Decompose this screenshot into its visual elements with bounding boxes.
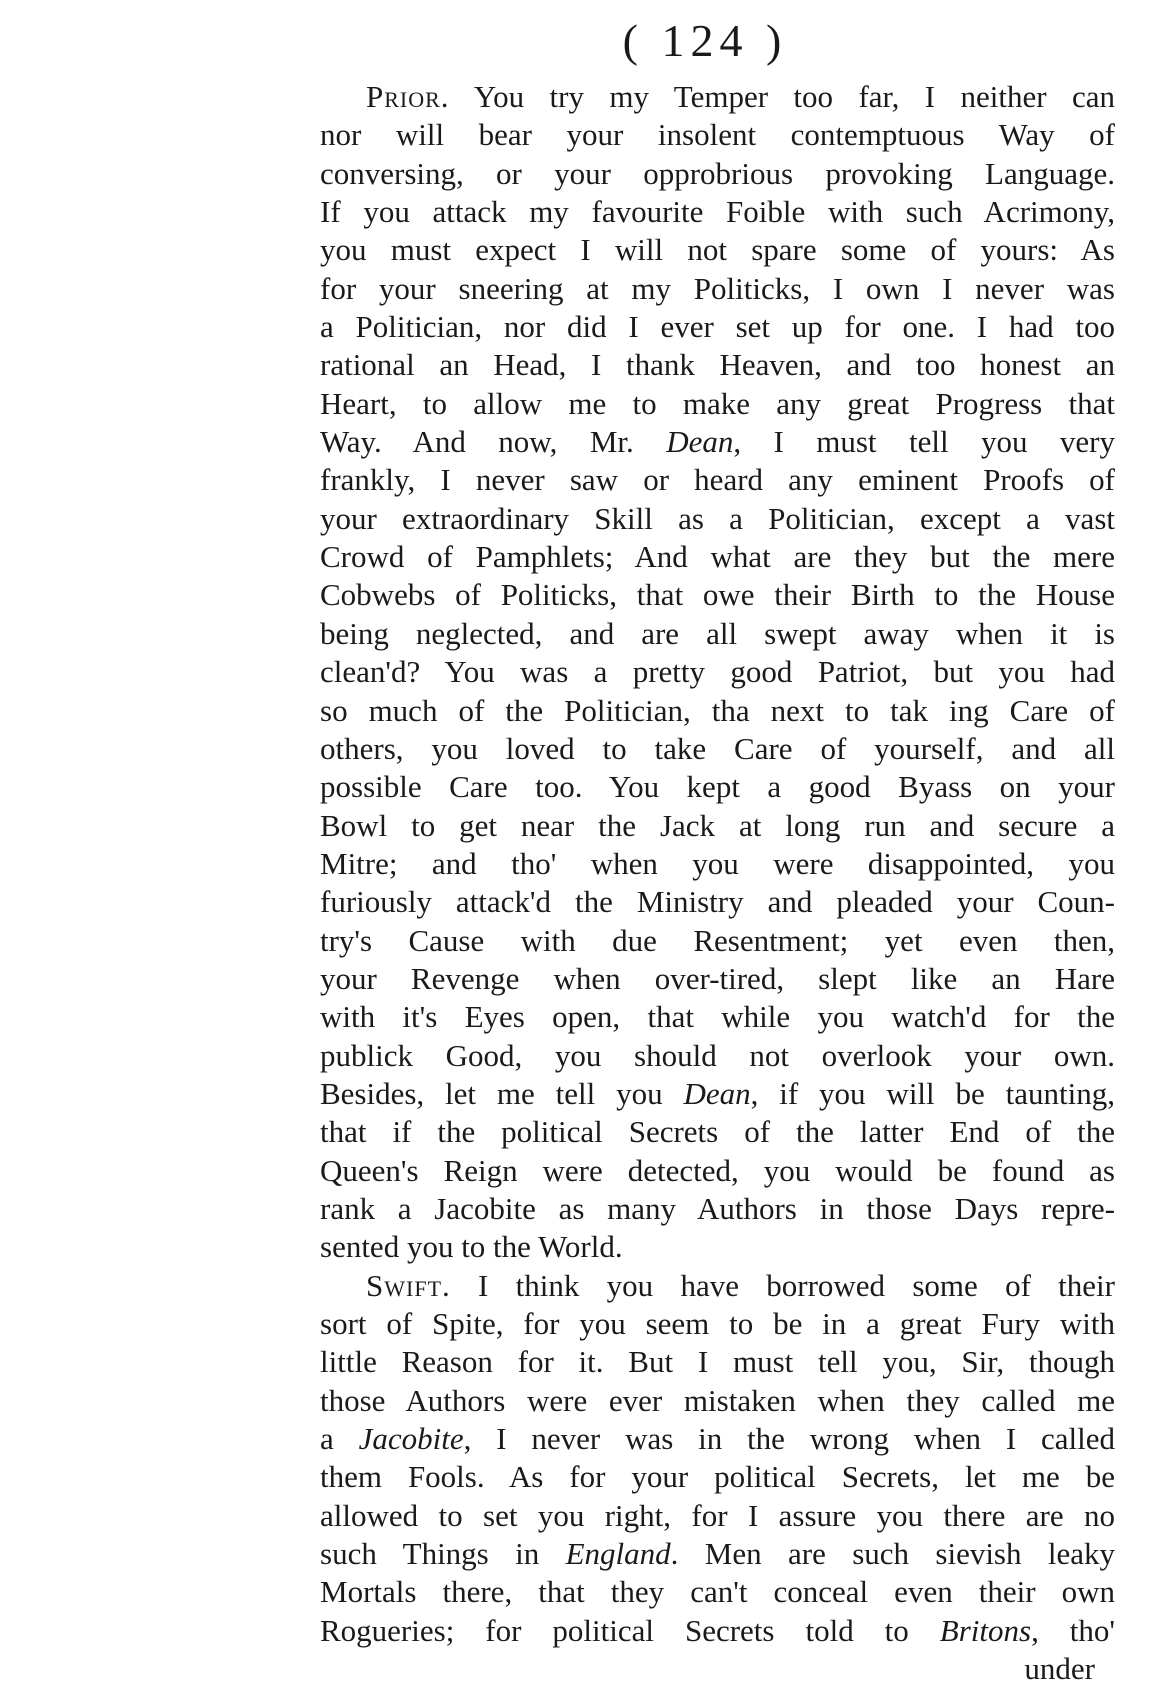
italic-name: England xyxy=(565,1536,671,1572)
text-line: that if the political Secrets of the latter End of the xyxy=(320,1114,1115,1150)
text-line: Way. And now, Mr. Dean, I must tell you very xyxy=(320,424,1115,460)
text-line: Besides, let me tell you Dean, if you will be taunting, xyxy=(320,1075,1115,1111)
text-line: a Jacobite, I never was in the wrong when I called xyxy=(320,1421,1115,1457)
text-line: your extraordinary Skill as a Politician, except a vast xyxy=(320,500,1115,536)
text-line: allowed to set you right, for I assure you there are no xyxy=(320,1497,1115,1533)
text-line: publick Good, you should not overlook your own. xyxy=(320,1037,1115,1073)
text-line: little Reason for it. But I must tell you, Sir, though xyxy=(320,1344,1115,1380)
text-line: being neglected, and are all swept away when it is xyxy=(320,615,1115,651)
text-line: Queen's Reign were detected, you would be found as xyxy=(320,1152,1115,1188)
text-line: Bowl to get near the Jack at long run and secure a xyxy=(320,807,1115,843)
text-line: Mitre; and tho' when you were disappointed, you xyxy=(320,845,1115,881)
text-line: conversing, or your opprobrious provoking Language. xyxy=(320,155,1115,191)
speaker-name: Prior. xyxy=(366,79,450,114)
text-line: sort of Spite, for you seem to be in a great Fury with xyxy=(320,1306,1115,1341)
text-line: others, you loved to take Care of yourself, and all xyxy=(320,730,1115,766)
text-line: furiously attack'd the Ministry and pleaded your Coun- xyxy=(320,884,1115,920)
text-line: clean'd? You was a pretty good Patriot, but you had xyxy=(320,654,1115,690)
text-line: Swift. I think you have borrowed some of their xyxy=(366,1267,1115,1303)
text-line: rational an Head, I thank Heaven, and too honest an xyxy=(320,347,1115,383)
text-line: Rogueries; for political Secrets told to Britons, tho' xyxy=(320,1612,1115,1648)
text-line: frankly, I never saw or heard any eminent Proofs of xyxy=(320,462,1115,498)
text-line: try's Cause with due Resentment; yet even then, xyxy=(320,922,1115,958)
text-line: for your sneering at my Politicks, I own I never was xyxy=(320,270,1115,306)
italic-name: Jacobite xyxy=(358,1421,464,1457)
text-line: Prior. You try my Temper too far, I neither can xyxy=(366,79,1115,114)
text-line: Mortals there, that they can't conceal even their own xyxy=(320,1574,1115,1610)
text-line: with it's Eyes open, that while you watch'd for the xyxy=(320,999,1115,1035)
text-line: If you attack my favourite Foible with such Acrimony, xyxy=(320,194,1115,230)
text-line: rank a Jacobite as many Authors in those Days repre- xyxy=(320,1190,1115,1226)
speaker-name: Swift. xyxy=(366,1267,451,1303)
text-line: possible Care too. You kept a good Byass on your xyxy=(320,769,1115,805)
text-line: Heart, to allow me to make any great Progress that xyxy=(320,385,1115,421)
page-number: ( 124 ) xyxy=(622,15,788,66)
text-line: nor will bear your insolent contemptuous Way of xyxy=(320,117,1115,153)
italic-name: Dean xyxy=(666,424,734,460)
text-line: Cobwebs of Politicks, that owe their Birth to the House xyxy=(320,577,1115,613)
body-text xyxy=(320,78,1115,1688)
text-line: a Politician, nor did I ever set up for one. I had too xyxy=(320,309,1115,345)
text-line: sented you to the World. xyxy=(320,1229,623,1265)
italic-name: Dean xyxy=(683,1075,751,1111)
text-line: your Revenge when over-tired, slept like an Hare xyxy=(320,960,1115,996)
text-line: such Things in England. Men are such sievish leaky xyxy=(320,1536,1115,1572)
text-line: Crowd of Pamphlets; And what are they but the mere xyxy=(320,539,1115,575)
italic-name: Britons xyxy=(939,1612,1032,1648)
text-line: them Fools. As for your political Secrets, let me be xyxy=(320,1459,1115,1495)
text-line: those Authors were ever mistaken when they called me xyxy=(320,1382,1115,1418)
catchword: under xyxy=(1024,1651,1095,1687)
text-line: so much of the Politician, tha next to tak ing Care of xyxy=(320,692,1115,728)
text-line: you must expect I will not spare some of yours: As xyxy=(320,232,1115,268)
